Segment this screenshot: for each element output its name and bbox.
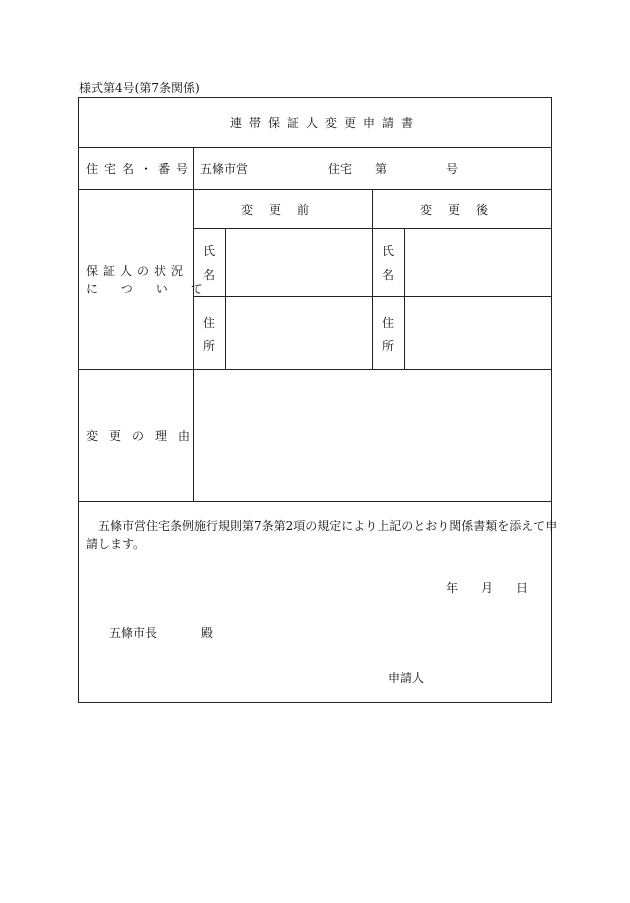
divider-label-column — [193, 147, 194, 502]
after-name-field[interactable] — [406, 230, 550, 295]
date-month: 月 — [481, 581, 494, 595]
before-name-char1: 氏 — [203, 244, 216, 258]
reason-label: 変更の理由 — [86, 429, 202, 443]
divider-before-label — [225, 228, 226, 370]
form-title: 連帯保証人変更申請書 — [230, 116, 421, 130]
divider-after-label — [404, 228, 405, 370]
date-year: 年 — [446, 581, 459, 595]
statement-line2: 請します。 — [86, 537, 146, 551]
before-address-field[interactable] — [227, 298, 371, 368]
form-number-label: 様式第4号(第7条関係) — [79, 81, 200, 95]
housing-go: 号 — [446, 162, 459, 176]
statement-line1: 五條市営住宅条例施行規則第7条第2項の規定により上記のとおり関係書類を添えて申 — [98, 519, 558, 533]
honorific: 殿 — [201, 626, 214, 640]
before-header: 変更前 — [241, 203, 326, 217]
reason-field[interactable] — [195, 371, 550, 500]
divider-before-after — [372, 189, 373, 370]
after-address-field[interactable] — [406, 298, 550, 368]
after-header: 変更後 — [420, 203, 505, 217]
after-name-char1: 氏 — [382, 244, 395, 258]
housing-city-prefix: 五條市営 — [200, 162, 249, 176]
divider-title — [78, 147, 552, 148]
guarantor-label-line1: 保証人の状況 — [86, 264, 189, 278]
addressee: 五條市長 — [109, 626, 158, 640]
before-name-char2: 名 — [203, 268, 216, 282]
divider-guarantor — [78, 369, 552, 370]
after-address-char2: 所 — [382, 339, 395, 353]
after-name-char2: 名 — [382, 268, 395, 282]
housing-dai: 第 — [375, 162, 388, 176]
guarantor-label-line2: について — [86, 282, 226, 296]
before-address-char2: 所 — [203, 339, 216, 353]
divider-housing — [78, 189, 552, 190]
before-address-char1: 住 — [203, 316, 216, 330]
housing-label: 住宅名・番号 — [86, 162, 195, 176]
divider-reason — [78, 501, 552, 502]
before-name-field[interactable] — [227, 230, 371, 295]
date-day: 日 — [516, 581, 529, 595]
applicant-label: 申請人 — [388, 671, 425, 685]
after-address-char1: 住 — [382, 316, 395, 330]
housing-word: 住宅 — [328, 162, 353, 176]
